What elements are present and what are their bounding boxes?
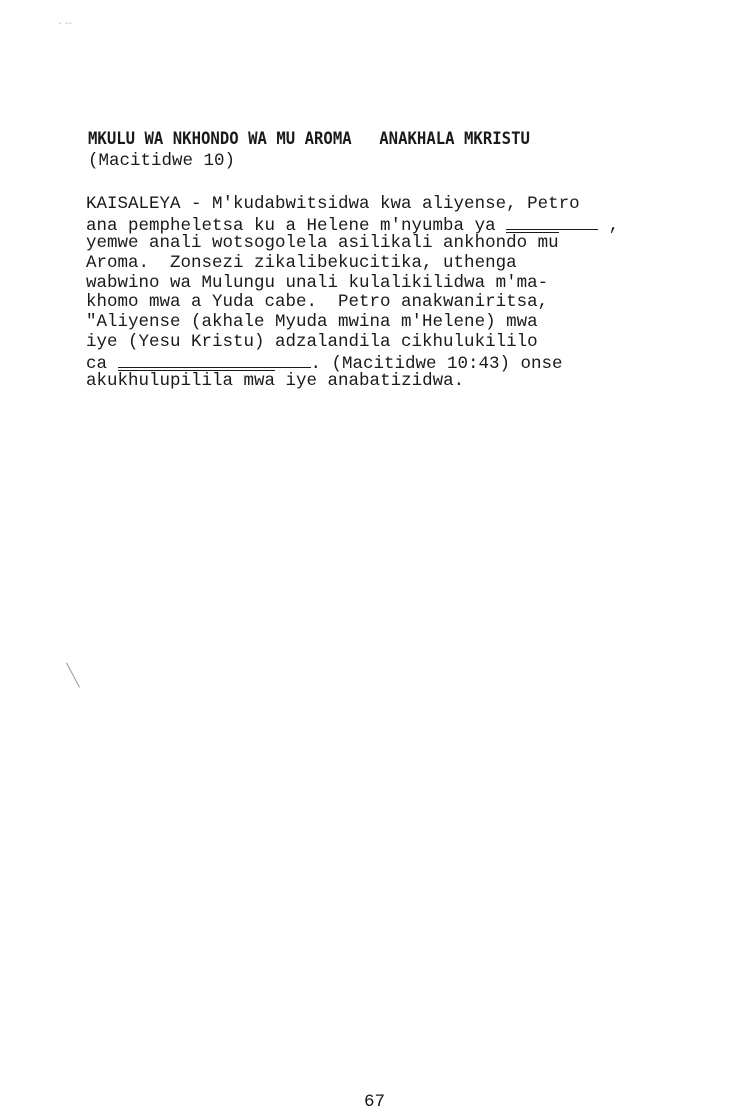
stray-mark: - -- (58, 18, 73, 29)
overlined-text: do mu (506, 233, 559, 254)
page-number: 67 (363, 1092, 385, 1112)
body-text: ca (86, 353, 118, 374)
body-line: wabwino wa Mulungu unali kulalikilidwa m'ma- (86, 272, 549, 293)
body-line (86, 234, 686, 254)
fill-in-blank (506, 215, 598, 230)
fill-in-blank (118, 353, 311, 368)
article-body (86, 195, 686, 392)
body-text: iye anabatizidwa. (275, 371, 465, 392)
body-line: KAISALEYA - M'kudabwitsidwa kwa aliyense, Petro (86, 194, 580, 214)
title-part-2: ANAKHALA MKRISTU (379, 129, 530, 149)
article-title (88, 128, 640, 150)
overlined-text: khulupilila mwa (117, 371, 276, 392)
body-text: yemwe anali wotsogolela asilikali ankhon (86, 233, 507, 254)
pencil-mark (66, 663, 80, 688)
title-part-1: MKULU WA NKHONDO WA MU AROMA (88, 129, 352, 149)
body-line: "Aliyense (akhale Myuda mwina m'Helene) mwa (86, 312, 538, 333)
body-text: aku (86, 371, 118, 392)
body-line: Aroma. Zonsezi zikalibekucitika, uthenga (86, 253, 517, 274)
body-line: khomo mwa a Yuda cabe. Petro anakwaniritsa, (86, 292, 549, 313)
scripture-reference: (Macitidwe 10) (88, 151, 236, 171)
article-heading (88, 128, 688, 172)
body-text: . (Macitidwe 10:43) onse (310, 353, 563, 374)
body-line (86, 215, 686, 235)
body-text: , (598, 215, 620, 236)
body-line (86, 372, 686, 392)
body-text: ana pempheletsa ku a Helene m'nyumba ya (86, 215, 507, 236)
body-line: iye (Yesu Kristu) adzalandila cikhulukililo (86, 331, 538, 352)
